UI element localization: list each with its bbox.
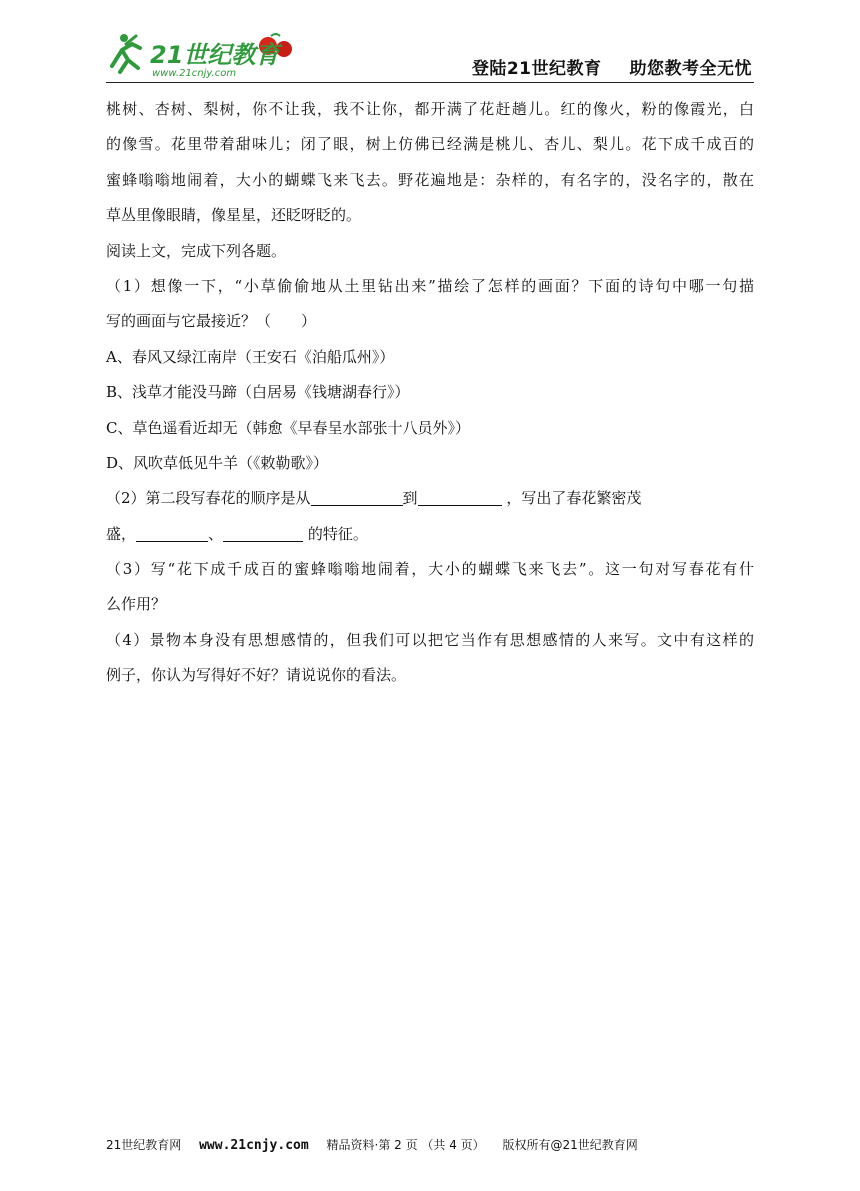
q2-text: 的特征。 [307, 524, 368, 543]
page-header [106, 30, 754, 83]
footer-page-info: 精品资料·第 2 页 （共 4 页） [326, 1138, 485, 1152]
option-a: A、春风又绿江南岸（王安石《泊船瓜州》） [106, 347, 395, 366]
question-4: （4）景物本身没有思想感情的，但我们可以把它当作有思想感情的人来写。文中有这样的 [106, 630, 754, 649]
q2-text: 到 [402, 489, 418, 508]
text-line: 桃树、杏树、梨树，你不让我，我不让你，都开满了花赶趟儿。红的像火，粉的像霞光，白 [106, 100, 754, 118]
question-4-cont: 例子，你认为写得好不好？请说说你的看法。 [106, 666, 407, 685]
answer-blank[interactable] [223, 523, 303, 542]
text-line: 的像雪。花里带着甜味儿；闭了眼，树上仿佛已经满是桃儿、杏儿、梨儿。花下成千成百的 [106, 135, 754, 154]
question-2 [106, 481, 754, 516]
text-line: 蜜蜂嗡嗡地闹着，大小的蝴蝶飞来飞去。野花遍地是：杂样的，有名字的，没名字的，散在 [106, 170, 754, 189]
option-c: C、草色遥看近却无（韩愈《早春呈水部张十八员外》） [106, 418, 470, 437]
document-body [106, 92, 754, 694]
answer-blank[interactable] [418, 487, 502, 506]
slogan-left: 登陆21世纪教育 [471, 59, 602, 79]
q2-text: （2）第二段写春花的顺序是从 [106, 489, 311, 508]
svg-text:21世纪教育: 21世纪教育 [150, 41, 280, 69]
slogan-right: 助您教考全无忧 [629, 59, 752, 79]
header-slogan [472, 54, 752, 79]
footer-copyright: 版权所有@21世纪教育网 [502, 1138, 638, 1152]
instruction: 阅读上文，完成下列各题。 [106, 241, 287, 260]
question-1: （1）想像一下，“小草偷偷地从土里钻出来”描绘了怎样的画面？下面的诗句中哪一句描 [106, 276, 754, 295]
logo-graphic [106, 30, 306, 80]
question-3-cont: 么作用？ [106, 595, 167, 614]
text-line: 草丛里像眼睛，像星星，还眨呀眨的。 [106, 206, 362, 225]
svg-text:www.21cnjy.com: www.21cnjy.com [152, 68, 237, 79]
question-3: （3）写“花下成千成百的蜜蜂嗡嗡地闹着，大小的蝴蝶飞来飞去”。这一句对写春花有什 [106, 560, 754, 579]
page-footer [106, 1136, 652, 1153]
q2-text: 盛， [106, 524, 137, 543]
answer-blank[interactable] [136, 523, 208, 542]
option-d: D、风吹草低见牛羊（《敕勒歌》） [106, 453, 329, 472]
question-1-cont: 写的画面与它最接近？（ ） [106, 312, 317, 331]
q2-text: ，写出了春花繁密茂 [506, 489, 642, 508]
q2-text: 、 [208, 524, 224, 543]
site-logo [106, 30, 306, 80]
answer-blank[interactable] [311, 487, 403, 506]
option-b: B、浅草才能没马蹄（白居易《钱塘湖春行》） [106, 383, 410, 402]
question-2-cont [106, 517, 754, 552]
footer-site: 21世纪教育网 [106, 1138, 182, 1152]
footer-url: www.21cnjy.com [199, 1138, 309, 1153]
